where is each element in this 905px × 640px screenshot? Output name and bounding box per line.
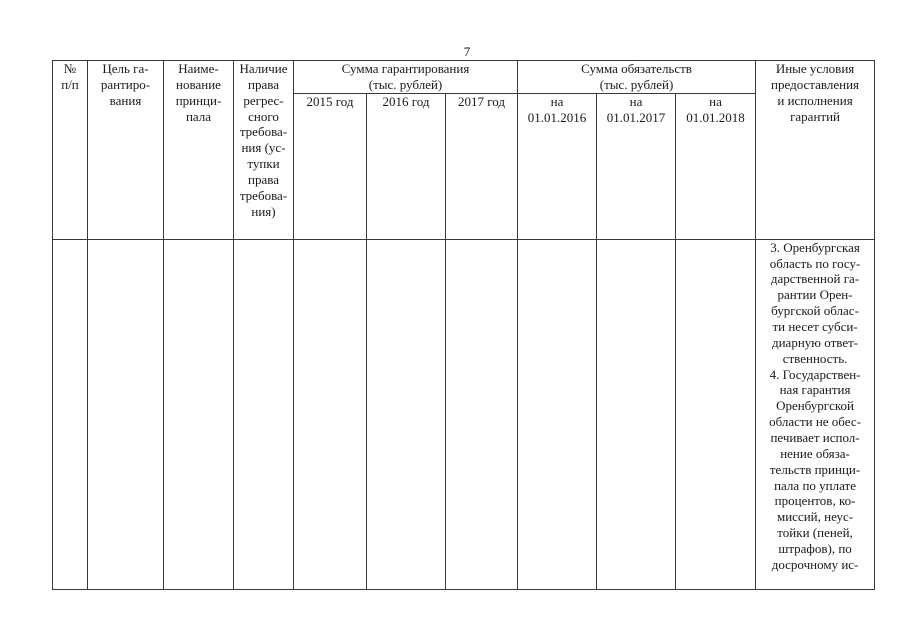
header-row-top: [53, 61, 875, 94]
page-number: 7: [463, 44, 471, 59]
cell-year-2015: [294, 239, 367, 589]
header-date-2018: на 01.01.2018: [676, 93, 756, 239]
header-guarantee-sum: Сумма гарантирования (тыс. рублей): [294, 61, 518, 94]
header-principal: Наиме- нование принци- пала: [164, 61, 234, 240]
header-date-2017: на 01.01.2017: [597, 93, 676, 239]
cell-year-2016: [367, 239, 446, 589]
header-date-2016: на 01.01.2016: [518, 93, 597, 239]
header-purpose: Цель га- рантиро- вания: [88, 61, 164, 240]
cell-principal: [164, 239, 234, 589]
header-year-2016: 2016 год: [367, 93, 446, 239]
header-regress-right: Наличие права регрес- сного требова- ния (ус- тупки права требова- ния): [234, 61, 294, 240]
cell-num: [53, 239, 88, 589]
cell-date-2017: [597, 239, 676, 589]
header-obligation-sum: Сумма обязательств (тыс. рублей): [518, 61, 756, 94]
cell-other-terms: 3. Оренбургская область по госу- дарственной га- рантии Орен- бургской облас- ти несет субси- диарную ответ- ственность. 4. Государствен- ная гарантия Оренбургской области не обес- печивает испол- нение обяза- тельств принци- пала по уплате процентов, ко- миссий, неус- тойки (пеней, штрафов), по досрочному ис-: [756, 239, 875, 589]
table-row: [53, 239, 875, 589]
cell-purpose: [88, 239, 164, 589]
guarantee-table: [52, 60, 875, 590]
cell-date-2016: [518, 239, 597, 589]
cell-regress-right: [234, 239, 294, 589]
header-other-terms: Иные условия предоставления и исполнения гарантий: [756, 61, 875, 240]
cell-date-2018: [676, 239, 756, 589]
cell-year-2017: [446, 239, 518, 589]
header-year-2017: 2017 год: [446, 93, 518, 239]
header-year-2015: 2015 год: [294, 93, 367, 239]
header-num: № п/п: [53, 61, 88, 240]
